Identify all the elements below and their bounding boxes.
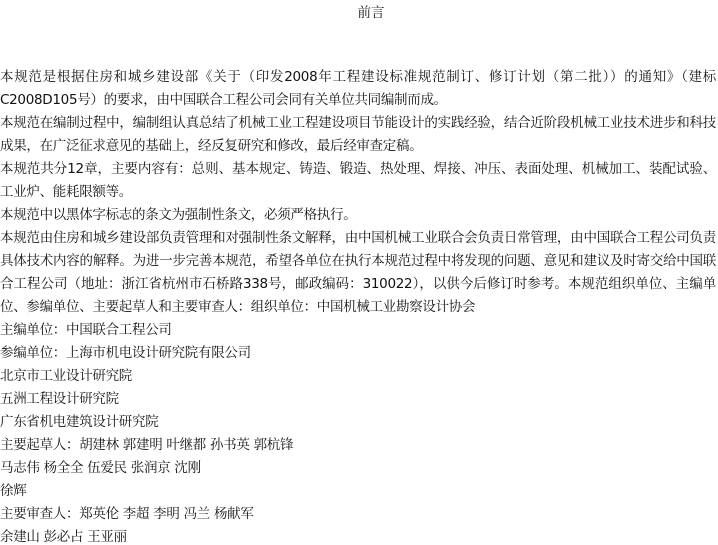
participating-unit-3: 五洲工程设计研究院 [0, 391, 119, 407]
paragraph-contents: 本规范共分12章，主要内容有：总则、基本规定、铸造、锻造、热处理、焊接、冲压、表面处理、机械加工、装配试验、工业炉、能耗限额等。 [0, 161, 716, 200]
participating-unit-2: 北京市工业设计研究院 [0, 368, 132, 384]
document-title: 前言 [357, 5, 385, 21]
paragraph-basis: 本规范是根据住房和城乡建设部《关于（印发2008年工程建设标准规范制订、修订计划（第二批））的通知》（建标C2008D105号）的要求，由中国联合工程公司会同有关单位共同编制而成。 [0, 69, 716, 108]
chief-editor-unit: 主编单位：中国联合工程公司 [0, 322, 172, 338]
main-reviewers: 主要审查人：郑英伦 李超 李明 冯兰 杨献军 [0, 506, 254, 522]
paragraph-compilation: 本规范在编制过程中，编制组认真总结了机械工业工程建设项目节能设计的实践经验，结合近阶段机械工业技术进步和科技成果，在广泛征求意见的基础上，经反复研究和修改，最后经审查定稿。 [0, 115, 716, 154]
main-drafters: 主要起草人：胡建林 郭建明 叶继都 孙书英 郭杭锋 [0, 437, 294, 453]
main-drafters-continued-2: 徐辉 [0, 483, 27, 499]
main-reviewers-continued: 余建山 彭必占 王亚丽 [0, 529, 127, 545]
participating-unit-1: 参编单位：上海市机电设计研究院有限公司 [0, 345, 251, 361]
main-drafters-continued: 马志伟 杨全全 伍爱民 张润京 沈刚 [0, 460, 201, 476]
paragraph-management: 本规范由住房和城乡建设部负责管理和对强制性条文解释，由中国机械工业联合会负责日常管理，由中国联合工程公司负责具体技术内容的解释。为进一步完善本规范，希望各单位在执行本规范过程中将发现的问题、意见和建议及时寄交给中国联合工程公司（地址：浙江省杭州市石桥路338号，邮政编码：310022），以供今后修订时参考。本规范组织单位、主编单位、参编单位、主要起草人和主要审查人：组织单位：中国机械工业勘察设计协会 [0, 230, 716, 315]
paragraph-mandatory-clauses: 本规范中以黑体字标志的条文为强制性条文，必须严格执行。 [0, 207, 357, 223]
participating-unit-4: 广东省机电建筑设计研究院 [0, 414, 159, 430]
document-body [0, 66, 716, 545]
